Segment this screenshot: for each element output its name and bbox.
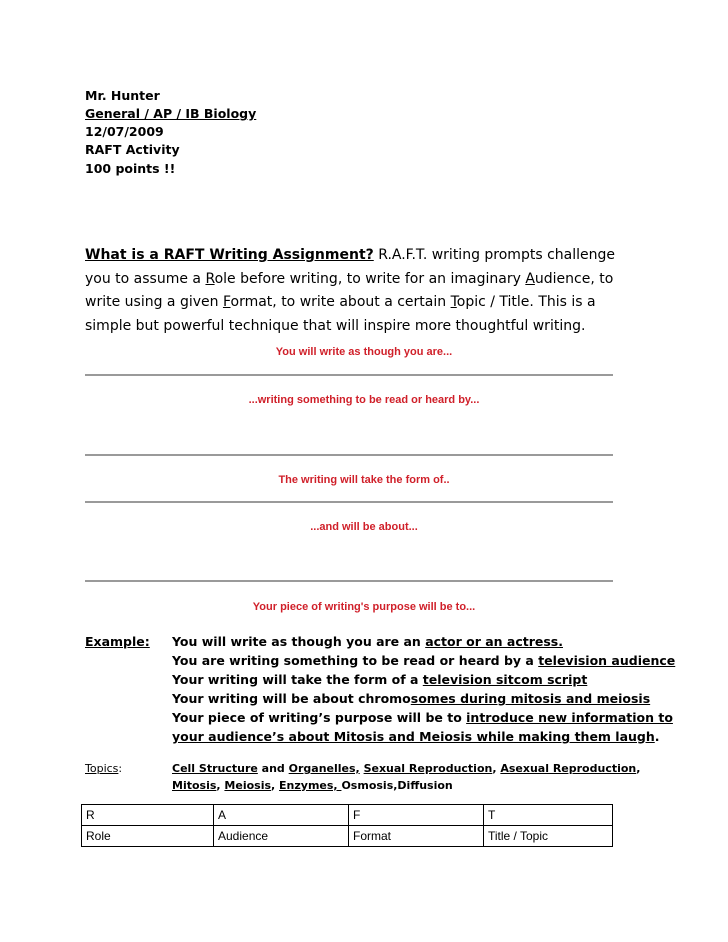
example-audience-text: You are writing something to be read or heard by a	[172, 653, 539, 668]
teacher-name: Mr. Hunter	[85, 88, 160, 103]
role-answer-line[interactable]	[85, 374, 613, 376]
audience-prompt: ...writing something to be read or heard by...	[248, 394, 480, 406]
audience-answer-line[interactable]	[85, 454, 613, 456]
topics-and: and	[257, 762, 289, 775]
role-letter: R	[205, 270, 215, 287]
topics-comma: ,	[636, 762, 641, 775]
example-line-topic	[172, 689, 650, 708]
intro-text-5: opic / Title. This is a simple but powerful technique that will inspire more thoughtful writing.	[85, 294, 596, 334]
example-topic-value: somes during mitosis and meiosis	[410, 691, 651, 706]
example-topic-text: Your writing will be about chromo	[172, 691, 411, 706]
role-prompt: You will write as though you are...	[275, 346, 453, 358]
example-line-format	[172, 670, 587, 689]
example-line-role	[172, 632, 563, 651]
format-answer-line[interactable]	[85, 501, 613, 503]
format-prompt: The writing will take the form of..	[278, 474, 450, 486]
example-line-audience	[172, 651, 675, 670]
topics-line-2	[172, 777, 453, 795]
example-line-purpose	[172, 708, 673, 727]
table-label-row	[82, 826, 613, 847]
topic-answer-line[interactable]	[85, 580, 613, 582]
topic-sexual-reproduction: Sexual Reproduction	[363, 762, 493, 775]
topic-mitosis: Mitosis	[172, 779, 217, 792]
table-header-cell: T	[484, 805, 613, 826]
topics-line-1	[172, 760, 640, 778]
topics-colon: :	[118, 762, 123, 775]
intro-text-1: R.A.F.T. writing prompts challenge you to assume a	[85, 247, 615, 287]
intro-heading: What is a RAFT Writing Assignment?	[85, 247, 374, 263]
example-line-purpose-cont	[172, 727, 660, 746]
topic-asexual-reproduction: Asexual Reproduction	[500, 762, 637, 775]
topic-osmosis-diffusion: Osmosis,Diffusion	[341, 779, 453, 792]
example-label: Example:	[85, 634, 150, 649]
table-header-row	[82, 805, 613, 826]
topic-organelles: Organelles,	[288, 762, 360, 775]
topics-comma: ,	[216, 779, 225, 792]
raft-table	[81, 804, 613, 847]
table-label-cell: Role	[82, 826, 214, 847]
table-header-cell: F	[349, 805, 484, 826]
table-label-cell: Format	[349, 826, 484, 847]
table-header-cell: A	[214, 805, 349, 826]
purpose-prompt: Your piece of writing's purpose will be to...	[252, 601, 476, 613]
example-audience-value: television audience	[538, 653, 676, 668]
format-letter: F	[222, 294, 231, 310]
intro-text-2: ole before writing, to write for an imaginary	[214, 270, 526, 287]
audience-letter: A	[525, 270, 535, 287]
topic-letter: T	[450, 294, 457, 310]
example-purpose-end: .	[654, 729, 660, 744]
example-purpose-value-cont: your audience’s about Mitosis and Meiosis while making them laugh	[172, 729, 655, 744]
topic-prompt: ...and will be about...	[310, 521, 418, 533]
course-name: General / AP / IB Biology	[85, 106, 257, 121]
topic-cell-structure: Cell Structure	[172, 762, 258, 775]
activity-title: RAFT Activity	[85, 142, 180, 157]
topics-comma: ,	[271, 779, 280, 792]
example-role-text: You will write as though you are an	[172, 634, 426, 649]
intro-text-4: ormat, to write about a certain	[230, 294, 451, 310]
example-purpose-text: Your piece of writing’s purpose will be to	[172, 710, 467, 725]
topic-meiosis: Meiosis	[224, 779, 272, 792]
example-role-value: actor or an actress.	[425, 634, 563, 649]
table-label-cell: Audience	[214, 826, 349, 847]
topics-comma: ,	[492, 762, 501, 775]
topics-label-wrap	[85, 760, 122, 778]
points-value: 100 points !!	[85, 161, 176, 176]
example-purpose-value: introduce new information to	[466, 710, 673, 725]
topic-enzymes: Enzymes,	[279, 779, 342, 792]
example-format-text: Your writing will take the form of a	[172, 672, 423, 687]
intro-text-3: udience, to write using a given	[85, 270, 614, 310]
topics-label: Topics	[85, 762, 119, 775]
intro-paragraph	[85, 244, 633, 338]
table-label-cell: Title / Topic	[484, 826, 613, 847]
assignment-date: 12/07/2009	[85, 124, 164, 139]
table-header-cell: R	[82, 805, 214, 826]
example-format-value: television sitcom script	[422, 672, 588, 687]
